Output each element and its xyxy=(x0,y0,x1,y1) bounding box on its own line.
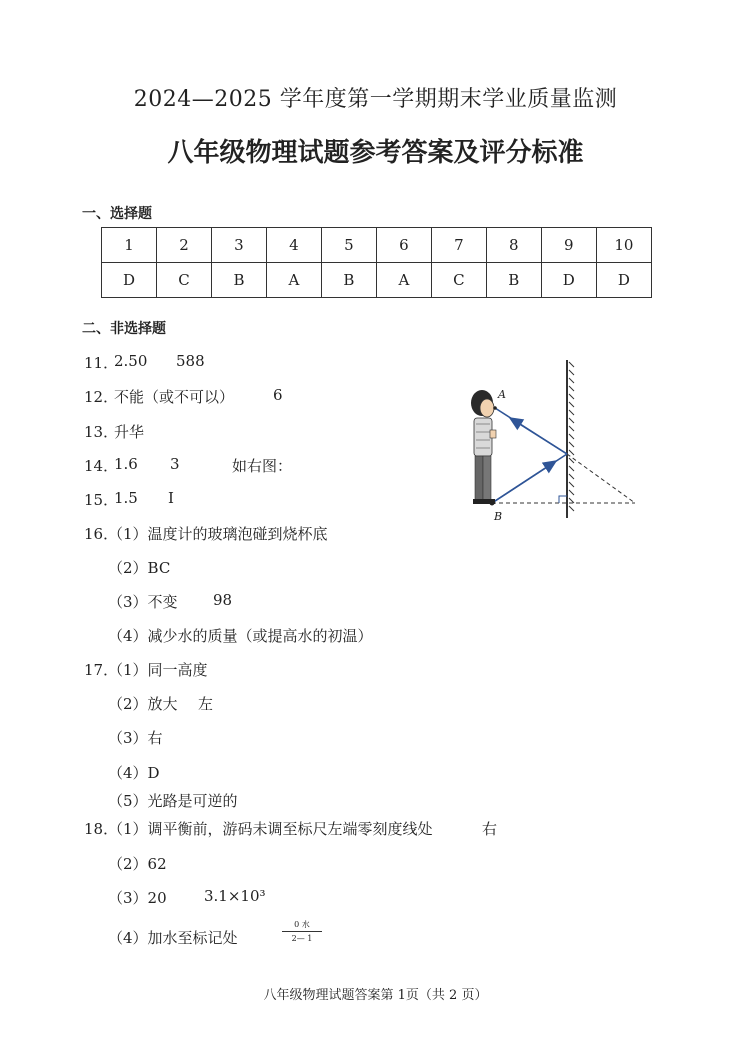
question-number: 17． xyxy=(84,661,119,679)
section-heading-nonchoice: 二、非选择题 xyxy=(82,321,166,337)
answer-text: 98 xyxy=(213,591,233,609)
density-formula xyxy=(282,919,322,944)
right-angle-mark xyxy=(559,496,567,503)
table-cell: D xyxy=(102,263,157,298)
point-b xyxy=(490,501,495,506)
question-number: 11． xyxy=(84,354,119,372)
answer-text: （3）不变 xyxy=(108,593,178,611)
question-number: 13． xyxy=(84,423,119,441)
answer-text: （2）62 xyxy=(108,855,167,873)
table-cell: D xyxy=(596,263,651,298)
answer-text: 右 xyxy=(482,820,498,838)
document-subtitle: 八年级物理试题参考答案及评分标准 xyxy=(167,138,584,168)
answer-text: （3）右 xyxy=(108,729,163,747)
label-a: A xyxy=(498,388,506,401)
table-cell: 4 xyxy=(266,228,321,263)
dashed-image-line xyxy=(567,454,635,503)
answer-text: 588 xyxy=(176,352,205,370)
table-cell: 1 xyxy=(102,228,157,263)
answer-text: （4）减少水的质量（或提高水的初温） xyxy=(108,627,373,645)
question-number: 18． xyxy=(84,820,119,838)
mirror-hatch xyxy=(569,362,574,511)
answer-text: 1.6 xyxy=(114,455,138,473)
table-cell: 9 xyxy=(541,228,596,263)
answer-text: 3 xyxy=(170,455,180,473)
table-cell: 8 xyxy=(486,228,541,263)
reflected-ray-arrow xyxy=(510,418,567,454)
table-cell: A xyxy=(376,263,431,298)
table-cell: B xyxy=(321,263,376,298)
answer-text: 6 xyxy=(273,386,283,404)
table-cell: 5 xyxy=(321,228,376,263)
answer-text: （1）温度计的玻璃泡碰到烧杯底 xyxy=(108,525,328,543)
answer-text: （5）光路是可逆的 xyxy=(108,792,238,810)
question-number: 15． xyxy=(84,491,119,509)
answer-text: （1）同一高度 xyxy=(108,661,208,679)
table-cell: 7 xyxy=(431,228,486,263)
question-number: 14． xyxy=(84,457,119,475)
question-number: 16． xyxy=(84,525,119,543)
table-cell: 10 xyxy=(596,228,651,263)
table-cell: C xyxy=(156,263,211,298)
table-cell: D xyxy=(541,263,596,298)
page-footer: 八年级物理试题答案第 1页（共 2 页） xyxy=(263,988,488,1003)
answer-text: （2）放大 xyxy=(108,695,178,713)
person-figure xyxy=(471,390,496,504)
mirror-diagram xyxy=(460,358,645,527)
answer-text: Ⅰ xyxy=(168,489,174,507)
table-row-numbers xyxy=(102,228,652,263)
answer-text: （4）加水至标记处 xyxy=(108,929,238,947)
table-cell: B xyxy=(211,263,266,298)
answer-text: 不能（或不可以） xyxy=(114,388,235,406)
answer-text: 左 xyxy=(198,695,214,713)
answer-text: 1.5 xyxy=(114,489,138,507)
point-a xyxy=(493,406,497,410)
table-cell: A xyxy=(266,263,321,298)
answer-text: 3.1×10³ xyxy=(204,887,266,905)
table-cell: 3 xyxy=(211,228,266,263)
label-b: B xyxy=(494,510,503,523)
table-row-answers xyxy=(102,263,652,298)
section-heading-choice: 一、选择题 xyxy=(82,206,152,222)
incident-ray-arrow xyxy=(492,461,556,503)
answer-table xyxy=(101,227,652,298)
formula-denominator: 2— 1 xyxy=(291,934,313,943)
mirror-diagram-svg xyxy=(460,358,645,523)
answer-text: 升华 xyxy=(114,423,145,441)
answer-text: （4）D xyxy=(108,764,160,782)
table-cell: 6 xyxy=(376,228,431,263)
fraction-bar xyxy=(282,931,322,932)
table-cell: C xyxy=(431,263,486,298)
formula-numerator: 0 水 xyxy=(294,920,310,929)
table-cell: B xyxy=(486,263,541,298)
answer-text: （2）BC xyxy=(108,559,171,577)
answer-text: （3）20 xyxy=(108,889,167,907)
table-cell: 2 xyxy=(156,228,211,263)
answer-text: 2.50 xyxy=(114,352,148,370)
question-number: 12． xyxy=(84,388,119,406)
answer-text: 如右图： xyxy=(232,457,293,475)
answer-text: （1）调平衡前，游码未调至标尺左端零刻度线处 xyxy=(108,820,433,838)
document-title: 2024—2025 学年度第一学期期末学业质量监测 xyxy=(133,87,618,112)
